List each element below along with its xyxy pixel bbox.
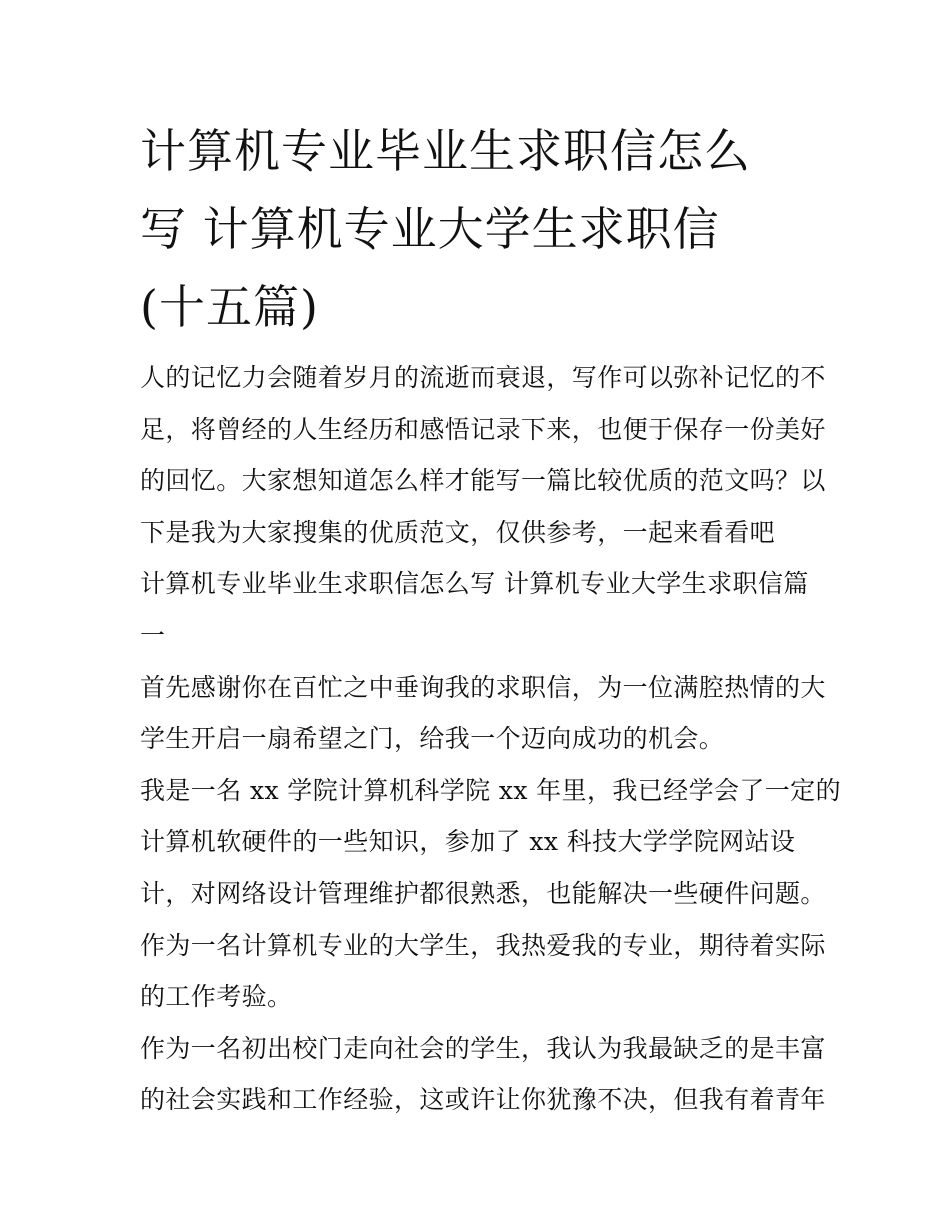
title-line: (十五篇) (140, 280, 319, 334)
document-content (140, 112, 841, 1126)
title-line: 计算机专业毕业生求职信怎么 (140, 124, 751, 178)
paragraph-line: 学生开启一扇希望之门，给我一个迈向成功的机会。 (140, 724, 725, 754)
paragraph-line: 计算机软硬件的一些知识，参加了 xx 科技大学学院网站设 (140, 827, 796, 857)
intro-line: 人的记忆力会随着岁月的流逝而衰退，写作可以弥补记忆的不 (140, 363, 826, 392)
paragraph-line: 的社会实践和工作经验，这或许让你犹豫不决，但我有着青年 (140, 1085, 826, 1115)
section-heading-line: 计算机专业毕业生求职信怎么写 计算机专业大学生求职信篇 (140, 569, 809, 599)
document-title (140, 112, 820, 346)
paragraph-line: 作为一名计算机专业的大学生，我热爱我的专业，期待着实际 (140, 930, 826, 960)
paragraph-line: 计，对网络设计管理维护都很熟悉，也能解决一些硬件问题。 (140, 878, 826, 908)
paragraph-line: 首先感谢你在百忙之中垂询我的求职信，为一位满腔热情的大 (140, 672, 826, 702)
intro-line: 足，将曾经的人生经历和感悟记录下来，也便于保存一份美好 (140, 414, 826, 444)
intro-line: 下是我为大家搜集的优质范文，仅供参考，一起来看看吧 (140, 517, 776, 547)
intro-line: 的回忆。大家想知道怎么样才能写一篇比较优质的范文吗？以 (140, 466, 826, 496)
document-body (140, 352, 841, 1126)
paragraph-line: 作为一名初出校门走向社会的学生，我认为我最缺乏的是丰富 (140, 1033, 826, 1063)
paragraph-line: 我是一名 xx 学院计算机科学院 xx 年里，我已经学会了一定的 (140, 775, 841, 805)
paragraph-line: 的工作考验。 (140, 982, 293, 1012)
title-line: 写 计算机专业大学生求职信 (140, 202, 720, 256)
section-heading-line: 一 (140, 620, 166, 650)
